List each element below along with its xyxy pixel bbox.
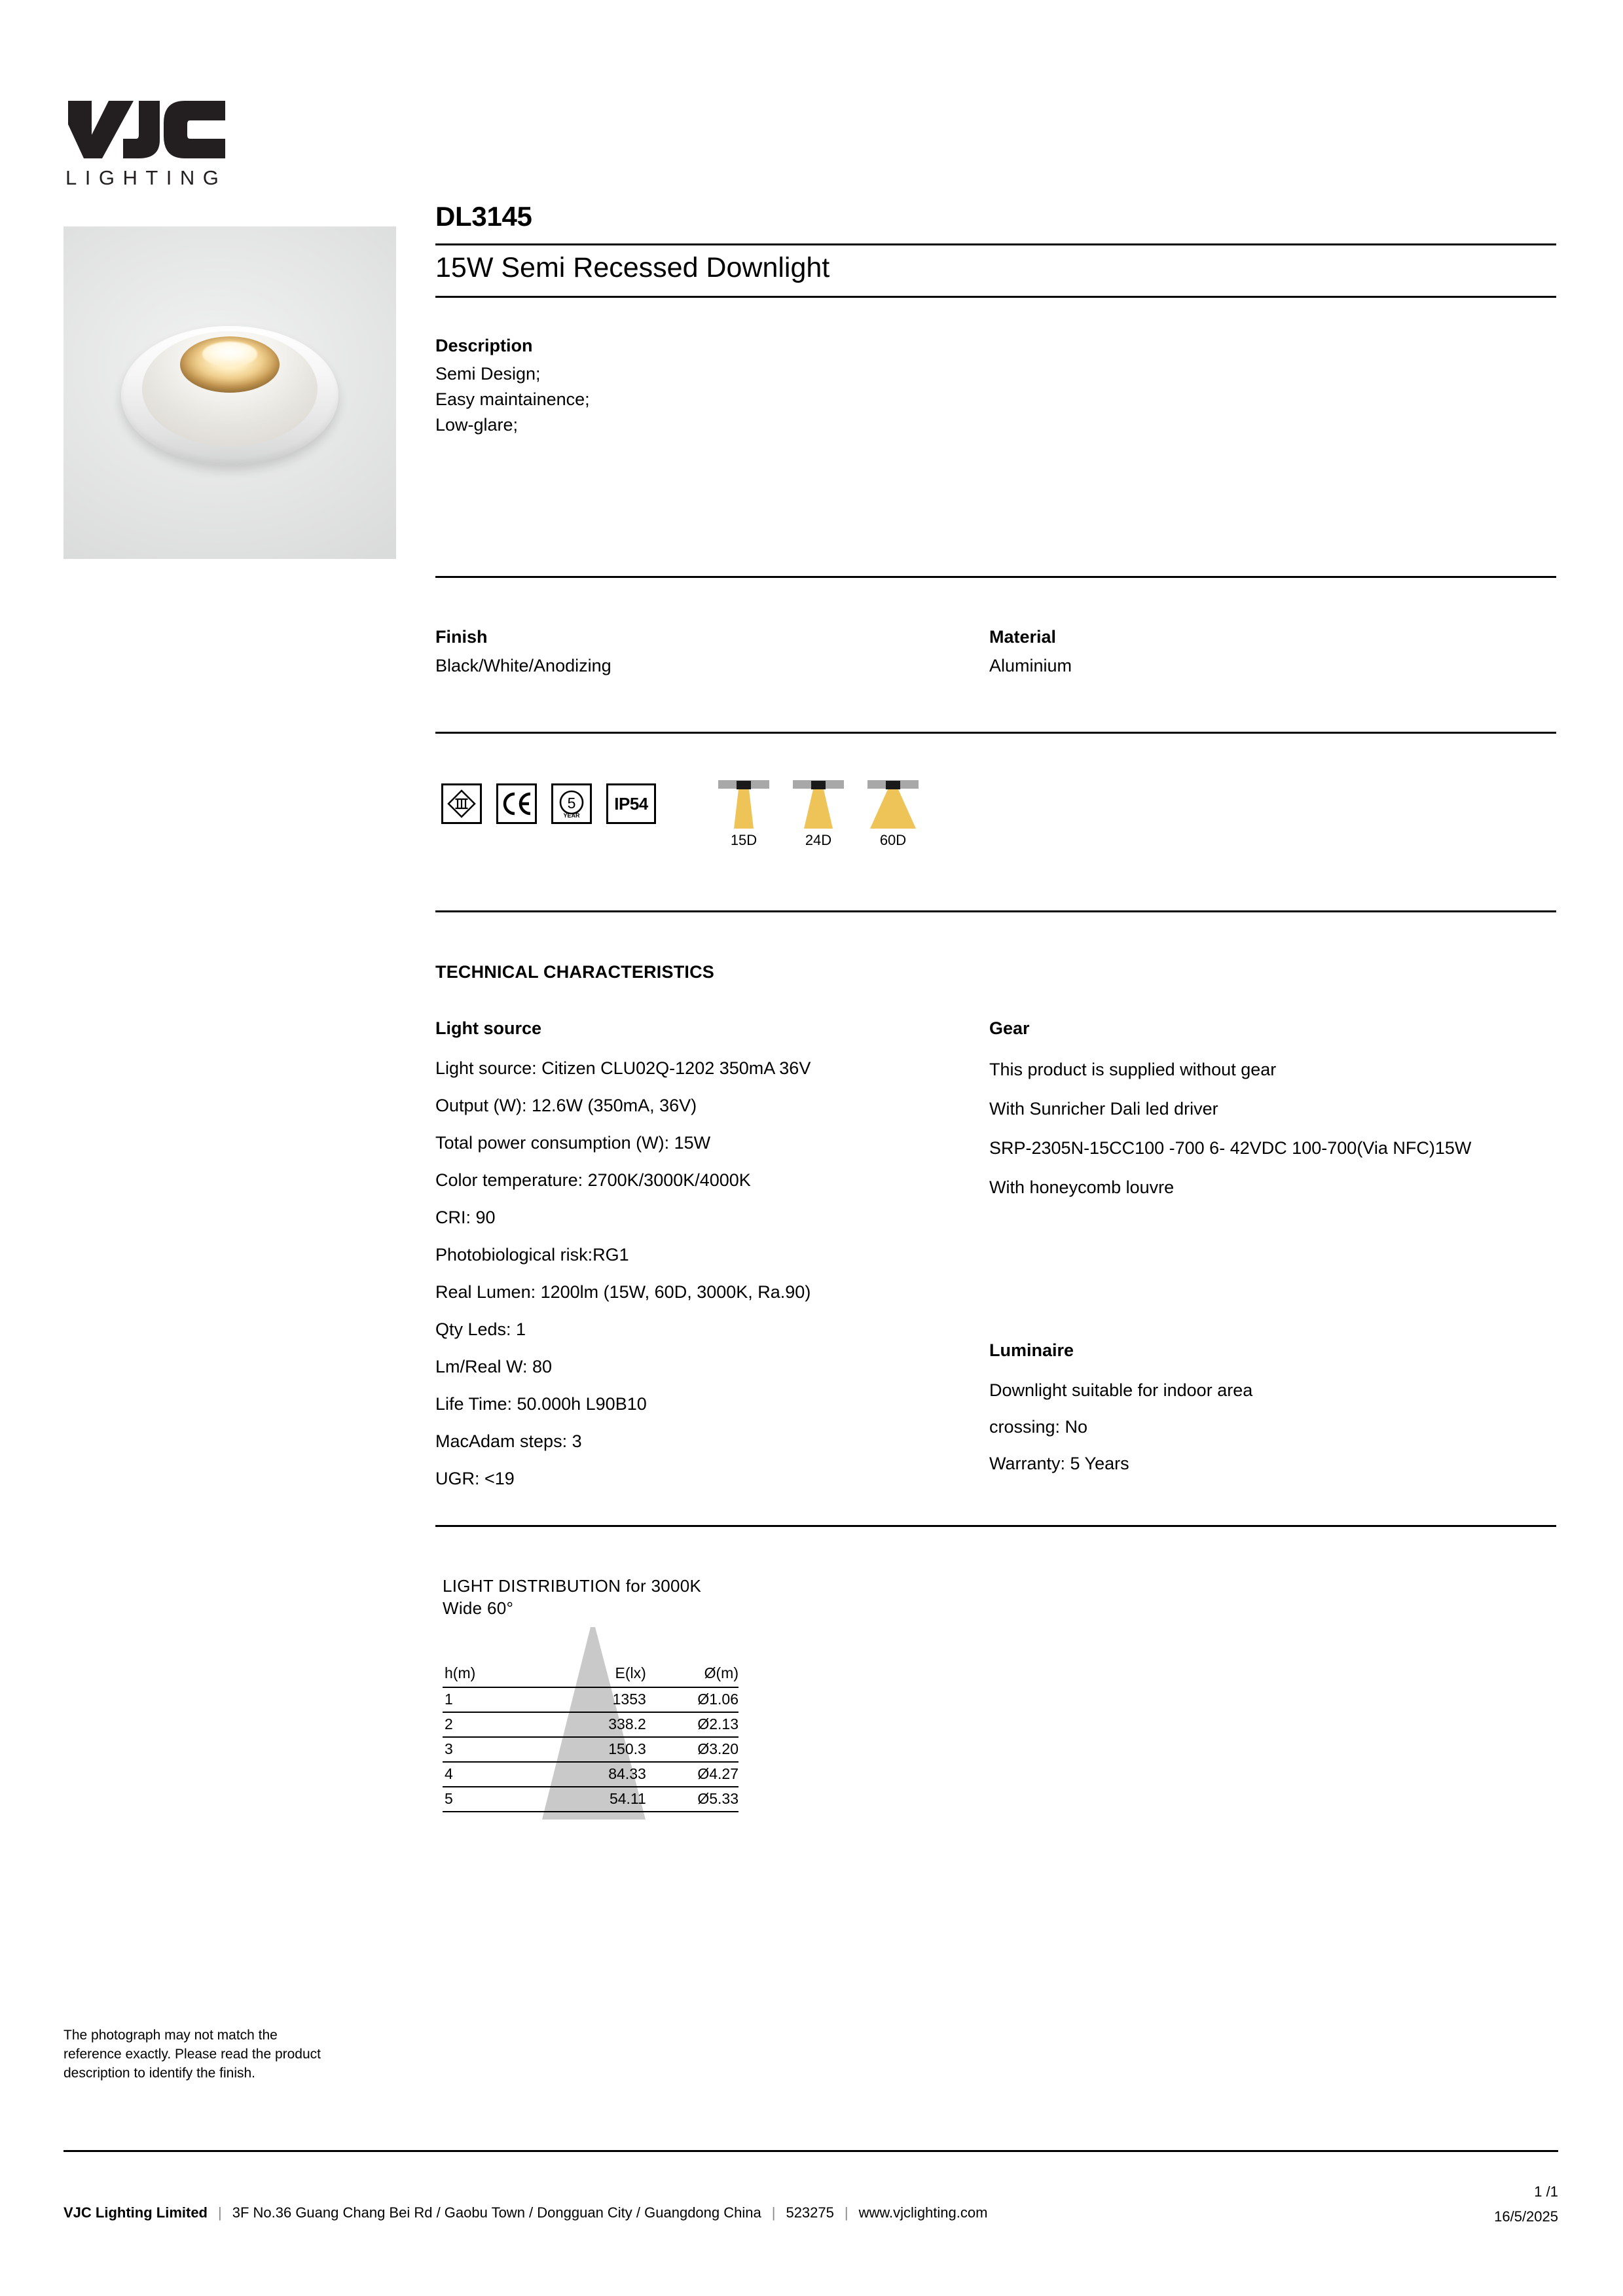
description-line: Low-glare; <box>435 415 519 435</box>
ip-rating-label: IP54 <box>614 794 648 814</box>
gear-heading: Gear <box>989 1018 1030 1038</box>
table-row <box>443 1687 739 1712</box>
technical-characteristics-heading: TECHNICAL CHARACTERISTICS <box>435 962 715 982</box>
svg-text:5: 5 <box>567 795 576 812</box>
page-footer <box>64 2204 1558 2221</box>
class-three-icon <box>441 783 482 824</box>
table-row <box>443 1762 739 1787</box>
product-photo <box>64 226 396 559</box>
cell-illuminance: 54.11 <box>542 1787 646 1812</box>
downlight-lamp-glow <box>202 342 257 367</box>
divider-under-finish <box>435 732 1556 734</box>
spec-item: Downlight suitable for indoor area <box>989 1380 1253 1400</box>
cell-diameter: Ø1.06 <box>646 1687 739 1712</box>
beam-angle-24d <box>792 780 845 848</box>
light-distribution-subtitle: Wide 60° <box>443 1598 514 1618</box>
footer-postcode: 523275 <box>786 2204 834 2221</box>
cell-height: 3 <box>443 1737 542 1762</box>
light-cone-icon <box>717 789 771 829</box>
spec-item: Total power consumption (W): 15W <box>435 1133 711 1153</box>
fixture-body <box>737 781 751 789</box>
column-header-illuminance: E(lx) <box>615 1664 646 1681</box>
light-cone-icon <box>792 789 845 829</box>
footer-separator: | <box>771 2204 776 2221</box>
footer-page-meta <box>1494 2179 1558 2229</box>
cell-height: 2 <box>443 1712 542 1737</box>
spec-item: Qty Leds: 1 <box>435 1319 526 1339</box>
table-row <box>443 1787 739 1812</box>
finish-heading: Finish <box>435 627 488 647</box>
spec-item: Life Time: 50.000h L90B10 <box>435 1394 647 1414</box>
brand-wordmark: LIGHTING <box>65 166 227 189</box>
spec-item: UGR: <19 <box>435 1469 515 1488</box>
cell-diameter: Ø5.33 <box>646 1787 739 1812</box>
spec-item: MacAdam steps: 3 <box>435 1431 582 1451</box>
light-distribution-table <box>443 1664 739 1812</box>
description-heading: Description <box>435 336 533 355</box>
beam-angle-label: 60D <box>879 832 907 848</box>
beam-angle-label: 15D <box>730 832 757 848</box>
table-row <box>443 1712 739 1737</box>
cell-illuminance: 150.3 <box>542 1737 646 1762</box>
luminaire-list <box>989 1372 1565 1482</box>
footer-website[interactable]: www.vjclighting.com <box>858 2204 988 2221</box>
luminaire-heading: Luminaire <box>989 1340 1074 1360</box>
spec-item: With Sunricher Dali led driver <box>989 1099 1218 1119</box>
light-source-list <box>435 1050 972 1498</box>
spec-item: SRP-2305N-15CC100 -700 6- 42VDC 100-700(Via NFC)15W <box>989 1138 1472 1158</box>
description-line: Easy maintainence; <box>435 389 590 409</box>
photo-disclaimer: The photograph may not match the reference exactly. Please read the product description to identify the finish. <box>64 2028 321 2081</box>
ce-mark-icon <box>496 783 537 824</box>
vjc-logo-mark <box>65 98 228 161</box>
footer-company: VJC Lighting Limited <box>64 2204 208 2221</box>
finish-value: Black/White/Anodizing <box>435 656 611 675</box>
spec-item: Photobiological risk:RG1 <box>435 1245 629 1265</box>
spec-item: Lm/Real W: 80 <box>435 1357 553 1376</box>
footer-separator: | <box>844 2204 848 2221</box>
page-number: 1 /1 <box>1534 2183 1558 2200</box>
divider-under-name <box>435 296 1556 298</box>
ip-rating-icon <box>606 783 656 824</box>
spec-item: This product is supplied without gear <box>989 1060 1277 1079</box>
cell-diameter: Ø3.20 <box>646 1737 739 1762</box>
cell-height: 4 <box>443 1762 542 1787</box>
spec-item: Output (W): 12.6W (350mA, 36V) <box>435 1096 697 1115</box>
material-heading: Material <box>989 627 1057 647</box>
fixture-body <box>886 781 900 789</box>
spec-item: Color temperature: 2700K/3000K/4000K <box>435 1170 751 1190</box>
light-distribution-chart <box>443 1623 744 1820</box>
cell-height: 1 <box>443 1687 542 1712</box>
spec-item: Real Lumen: 1200lm (15W, 60D, 3000K, Ra.90) <box>435 1282 811 1302</box>
five-year-warranty-icon <box>551 783 592 824</box>
light-source-heading: Light source <box>435 1018 542 1038</box>
spec-item: With honeycomb louvre <box>989 1177 1175 1197</box>
fixture-body <box>811 781 826 789</box>
footer-separator: | <box>218 2204 222 2221</box>
cell-diameter: Ø2.13 <box>646 1712 739 1737</box>
document-date: 16/5/2025 <box>1494 2208 1558 2225</box>
cell-illuminance: 338.2 <box>542 1712 646 1737</box>
beam-angle-icons <box>717 780 920 848</box>
light-distribution-title: LIGHT DISTRIBUTION for 3000K <box>443 1576 702 1596</box>
product-name: 15W Semi Recessed Downlight <box>435 252 830 283</box>
cell-height: 5 <box>443 1787 542 1812</box>
cell-illuminance: 1353 <box>542 1687 646 1712</box>
cell-illuminance: 84.33 <box>542 1762 646 1787</box>
divider-under-technical <box>435 1525 1556 1527</box>
footer-address: 3F No.36 Guang Chang Bei Rd / Gaobu Town / Dongguan City / Guangdong China <box>232 2204 761 2221</box>
footer-divider <box>64 2150 1558 2152</box>
product-code: DL3145 <box>435 201 532 232</box>
column-header-height: h(m) <box>445 1664 476 1681</box>
spec-item: crossing: No <box>989 1417 1088 1437</box>
table-row <box>443 1737 739 1762</box>
spec-item: CRI: 90 <box>435 1208 496 1227</box>
light-distribution-heading <box>443 1575 701 1619</box>
brand-logo <box>65 98 236 188</box>
material-value: Aluminium <box>989 656 1072 675</box>
table-header-row <box>443 1664 739 1687</box>
spec-item: Warranty: 5 Years <box>989 1454 1129 1473</box>
certification-badges <box>441 783 656 824</box>
divider-under-certifications <box>435 910 1556 912</box>
cell-diameter: Ø4.27 <box>646 1762 739 1787</box>
column-header-diameter: Ø(m) <box>704 1664 739 1681</box>
divider-under-code <box>435 243 1556 245</box>
description-line: Semi Design; <box>435 364 541 384</box>
gear-list <box>989 1050 1565 1207</box>
beam-angle-label: 24D <box>805 832 832 848</box>
divider-under-description <box>435 576 1556 578</box>
svg-text:YEAR: YEAR <box>563 812 580 819</box>
description-lines <box>435 361 590 438</box>
beam-angle-15d <box>717 780 771 848</box>
beam-angle-60d <box>866 780 920 848</box>
spec-item: Light source: Citizen CLU02Q-1202 350mA 36V <box>435 1058 811 1078</box>
light-cone-icon <box>866 789 920 829</box>
